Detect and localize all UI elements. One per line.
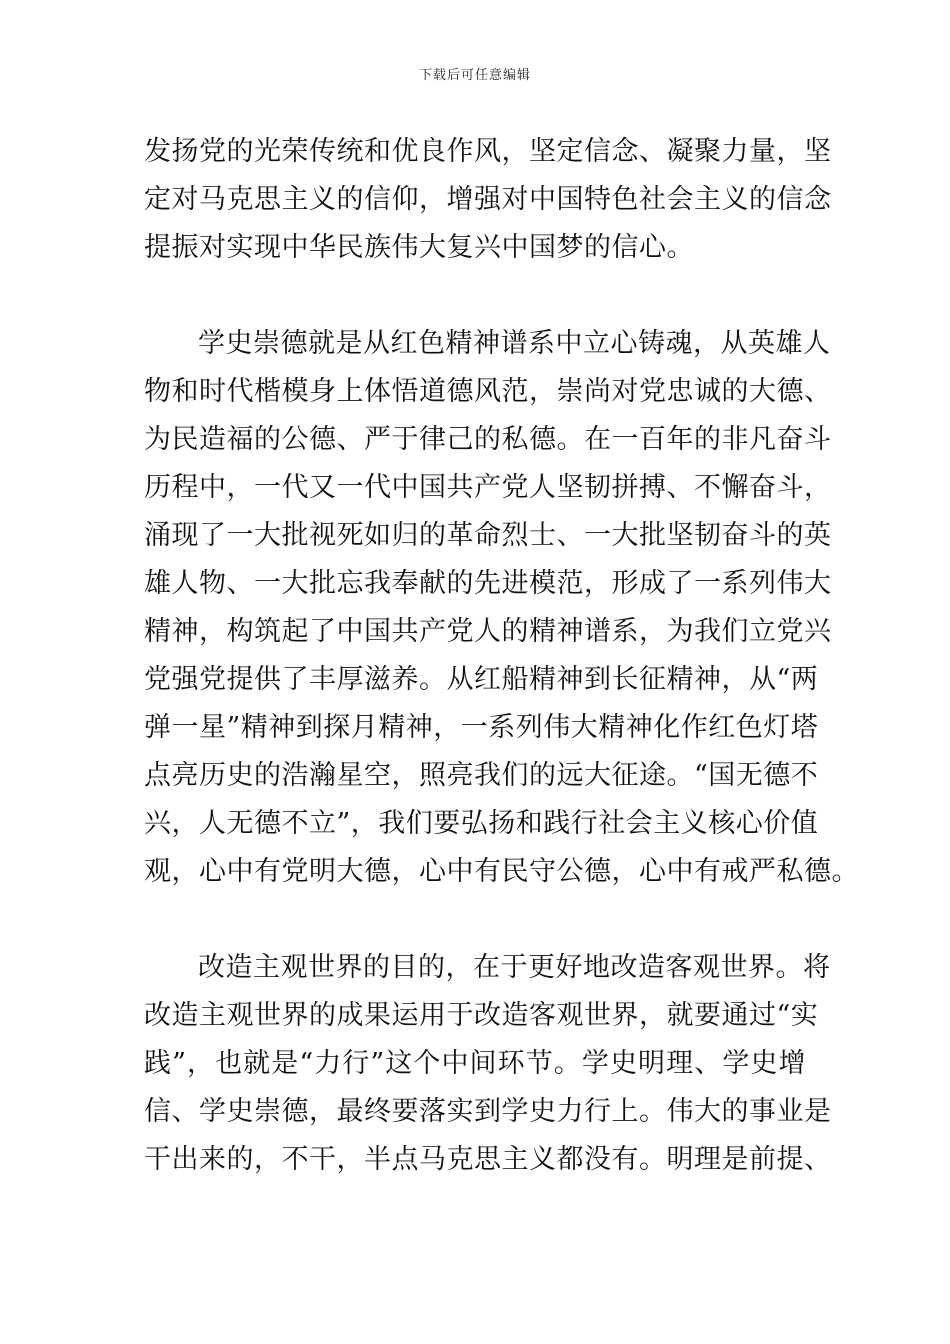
paragraph-1 [144, 128, 832, 272]
text-line: 兴，人无德不立”，我们要弘扬和践行社会主义核心价值 [144, 808, 819, 839]
text-line: 践”，也就是“力行”这个中间环节。学史明理、学史增 [144, 1048, 806, 1079]
text-line: 精神，构筑起了中国共产党人的精神谱系，为我们立党兴 [144, 616, 832, 647]
paragraph-3 [144, 944, 832, 1184]
text-line: 物和时代楷模身上体悟道德风范，崇尚对党忠诚的大德、 [144, 376, 832, 407]
text-line: 发扬党的光荣传统和优良作风，坚定信念、凝聚力量，坚 [144, 136, 832, 167]
text-line: 弹一星”精神到探月精神，一系列伟大精神化作红色灯塔 [144, 712, 819, 743]
text-line: 改造主观世界的成果运用于改造客观世界，就要通过“实 [144, 1000, 819, 1031]
text-line: 干出来的，不干，半点马克思主义都没有。明理是前提、 [144, 1144, 832, 1175]
document-body [144, 128, 859, 1184]
text-line: 学史崇德就是从红色精神谱系中立心铸魂，从英雄人 [198, 328, 831, 359]
paragraph-2 [144, 320, 859, 896]
page-header: 下载后可任意编辑 [418, 68, 531, 83]
text-line: 历程中，一代又一代中国共产党人坚韧拼搏、不懈奋斗， [144, 472, 832, 503]
text-line: 点亮历史的浩瀚星空，照亮我们的远大征途。“国无德不 [144, 760, 819, 791]
text-line: 改造主观世界的目的，在于更好地改造客观世界。将 [198, 952, 831, 983]
text-line: 涌现了一大批视死如归的革命烈士、一大批坚韧奋斗的英 [144, 520, 832, 551]
text-line: 提振对实现中华民族伟大复兴中国梦的信心。 [144, 232, 694, 263]
text-line: 观，心中有党明大德，心中有民守公德，心中有戒严私德。 [144, 856, 859, 887]
text-line: 雄人物、一大批忘我奉献的先进模范，形成了一系列伟大 [144, 568, 832, 599]
text-line: 为民造福的公德、严于律己的私德。在一百年的非凡奋斗 [144, 424, 832, 455]
paragraph-spacer [144, 896, 806, 944]
text-line: 定对马克思主义的信仰，增强对中国特色社会主义的信念 [144, 184, 832, 215]
text-line: 信、学史崇德，最终要落实到学史力行上。伟大的事业是 [144, 1096, 832, 1127]
paragraph-spacer [144, 272, 806, 320]
text-line: 党强党提供了丰厚滋养。从红船精神到长征精神，从“两 [144, 664, 819, 695]
